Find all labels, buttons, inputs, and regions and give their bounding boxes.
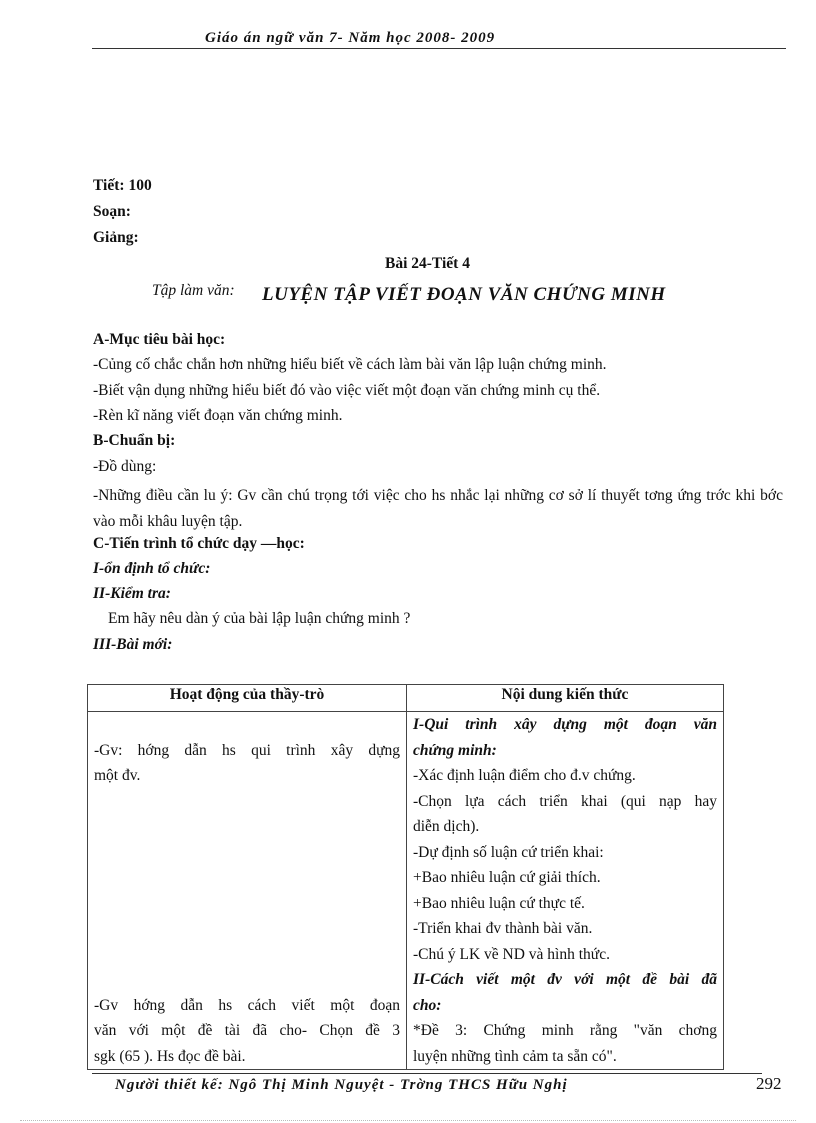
activity-table — [87, 684, 724, 1070]
page-number: 292 — [756, 1074, 782, 1093]
content-heading: chứng minh: — [413, 741, 497, 759]
section-c-part: II-Kiểm tra: — [93, 585, 171, 602]
section-b-heading: B-Chuẩn bị: — [93, 432, 176, 449]
content-line: -Triển khai đv thành bài văn. — [413, 920, 593, 937]
content-heading: cho: — [413, 996, 442, 1014]
page-header: Giáo án ngữ văn 7- Năm học 2008- 2009 — [205, 30, 496, 46]
lesson-number: Tiết: 100 — [93, 177, 152, 194]
left-text-line: sgk (65 ). Hs đọc đề bài. — [94, 1047, 246, 1065]
content-line: +Bao nhiêu luận cứ giải thích. — [413, 869, 601, 886]
content-line: -Chú ý LK về ND và hình thức. — [413, 945, 610, 963]
left-text-line: văn với một đề tài đã cho- Chọn đề 3 — [94, 1022, 400, 1039]
lesson-title: LUYỆN TẬP VIẾT ĐOẠN VĂN CHỨNG MINH — [262, 284, 666, 305]
content-line: -Dự định số luận cứ triển khai: — [413, 843, 604, 861]
section-c-heading: C-Tiến trình tổ chức dạy —học: — [93, 535, 305, 552]
content-line: *Đề 3: Chứng minh rằng "văn chơng — [413, 1022, 717, 1039]
content-line: diễn dịch). — [413, 818, 480, 835]
review-question: Em hãy nêu dàn ý của bài lập luận chứng minh ? — [108, 610, 411, 627]
section-c-part: III-Bài mới: — [93, 636, 173, 653]
teacher-student-cell — [88, 712, 407, 1070]
content-line: -Xác định luận điểm cho đ.v chứng. — [413, 767, 636, 784]
section-a-item: -Rèn kĩ năng viết đoạn văn chứng minh. — [93, 407, 343, 424]
content-line: -Chọn lựa cách triển khai (qui nạp hay — [413, 792, 717, 810]
left-text-line: -Gv hớng dẫn hs cách viết một đoạn — [94, 996, 400, 1014]
content-line: +Bao nhiêu luận cứ thực tế. — [413, 894, 585, 912]
prepared-date: Soạn: — [93, 203, 131, 220]
section-a-heading: A-Mục tiêu bài học: — [93, 331, 226, 348]
knowledge-content-cell — [407, 712, 724, 1070]
content-heading: II-Cách viết một đv với một đề bài đã — [413, 971, 717, 988]
lesson-prefix: Tập làm văn: — [152, 282, 235, 299]
bottom-dotted-line — [20, 1120, 796, 1121]
table-header-content: Nội dung kiến thức — [407, 685, 724, 712]
section-b-item: -Những điều cần lu ý: Gv cần chú trọng tới việc cho hs nhắc lại những cơ sở lí thuyết tơng ứng trớc khi bớc vào mỗi khâu luyện tập. — [93, 487, 783, 530]
header-rule — [92, 48, 786, 49]
section-a-item: -Củng cố chắc chắn hơn những hiểu biết về cách làm bài văn lập luận chứng minh. — [93, 356, 607, 373]
lesson-subtitle: Bài 24-Tiết 4 — [385, 255, 470, 272]
content-heading: I-Qui trình xây dựng một đoạn văn — [413, 716, 717, 733]
page-footer: Người thiết kế: Ngô Thị Minh Nguyệt - Trờng THCS Hữu Nghị — [115, 1077, 568, 1093]
left-text-line: -Gv: hớng dẫn hs qui trình xây dựng — [94, 741, 400, 759]
taught-date: Giảng: — [93, 229, 139, 246]
table-header-activities: Hoạt động của thầy-trò — [88, 685, 407, 712]
content-line: luyện những tình cảm ta sẵn có". — [413, 1047, 617, 1065]
section-a-item: -Biết vận dụng những hiểu biết đó vào việc viết một đoạn văn chứng minh cụ thể. — [93, 382, 601, 399]
section-c-part: I-ổn định tổ chức: — [93, 560, 211, 577]
section-b-item: -Đồ dùng: — [93, 458, 157, 475]
left-text-line: một đv. — [94, 767, 141, 784]
footer-rule — [92, 1073, 762, 1074]
